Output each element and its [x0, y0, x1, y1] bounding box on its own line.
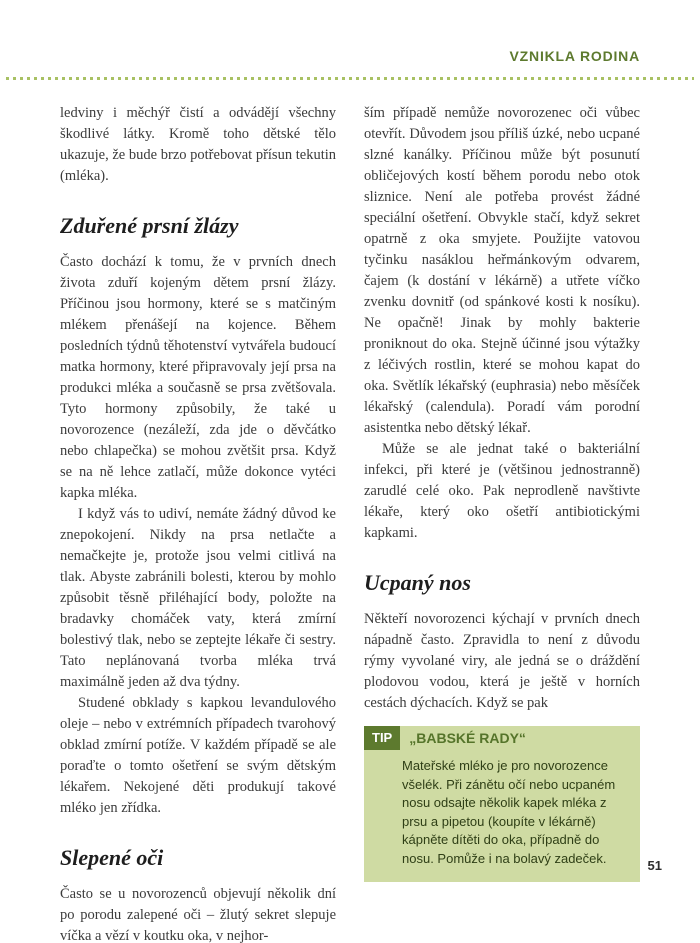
tip-heading: „BABSKÉ RADY“ — [409, 729, 526, 746]
tip-label: TIP — [364, 726, 400, 750]
paragraph: Může se ale jednat také o bakteriální infekci, při které je (většinou jednostranně) zarudlé celé oko. Pak neprodleně navštivte lékaře, který oko ošetří antibiotickými kapkami. — [364, 441, 640, 541]
chapter-title: VZNIKLA RODINA — [509, 48, 640, 64]
running-header — [510, 48, 640, 66]
section-heading-swollen-glands: Zduřené prsní žlázy — [60, 213, 239, 238]
section-heading-blocked-nose: Ucpaný nos — [364, 570, 471, 595]
continued-paragraph: ším případě nemůže novorozenec oči vůbec otevřít. Důvodem jsou příliš úzké, nebo ucpané slzné kanálky. Příčinou může být posunutí obličejových kostí během porodu nebo otok sliznice. Není ale potřeba provést žádné speciální ošetření. Obvykle stačí, když sekret opatrně z oka smyjete. Použijte vatovou tyčinku nasáklou heřmánkovým odvarem, čajem (k dostání v lékárně) a utřete víčko zvenku dovnitř (od spánkové kosti k nosíku). Ne opačně! Jinak by mohly bakterie proniknout do oka. Stejně účinné jsou výtažky z léčivých rostlin, které se mohou kapat do oka. Světlík lékařský (euphrasia) nebo měsíček lékařský (calendula). Poradí vám porodní asistentka nebo dětský lékař. — [364, 105, 640, 436]
paragraph: I když vás to udiví, nemáte žádný důvod ke znepokojení. Nikdy na prsa netlačte a nemačkejte je, protože jsou velmi citlivá na tlak. Abyste zabránili bolesti, kterou by mohlo způsobit těsně přiléhající body, položte na bradavky chomáček vaty, která zmírní bolestivý tlak, nebo se zeptejte lékaře či sestry. Tato neplánovaná tvorba mléka trvá maximálně jeden až dva týdny. — [60, 506, 336, 690]
tip-box-header — [364, 726, 626, 750]
page-number: 51 — [647, 858, 662, 873]
section-heading-sticky-eyes: Slepené oči — [60, 845, 164, 870]
dotted-divider — [6, 77, 694, 80]
continued-paragraph: ledviny i měchýř čistí a odvádějí všechny škodlivé látky. Kromě toho dětské tělo ukazuje, že bude brzo potřebovat přísun tekutin (mléka). — [60, 105, 336, 184]
paragraph: Často se u novorozenců objevují několik dní po porodu zalepené oči – žlutý sekret slepuje víčka a vězí v koutku oka, v nejhor- — [60, 886, 336, 943]
tip-box — [364, 726, 640, 882]
paragraph: Studené obklady s kapkou levandulového oleje – nebo v extrémních případech tvarohový obklad zmírní potíže. V každém případě se ale poraďte o tomto ošetření se svým dětským lékařem. Nekojené děti produkují takové mléko jen zřídka. — [60, 695, 336, 816]
tip-text: Mateřské mléko je pro novorozence všelék. Při zánětu očí nebo ucpaném nosu odsajte několik kapek mléka z prsu a pipetou (koupíte v lékárně) kápněte dítěti do oka, případně do nosu. Pomůže i na bolavý zadeček. — [402, 758, 616, 866]
paragraph: Někteří novorozenci kýchají v prvních dnech nápadně často. Zpravidla to není z důvodu rýmy vyvolané viry, ale jedná se o dráždění plodovou vodou, která je ještě v horních cestách dýchacích. Když se pak — [364, 611, 640, 711]
right-column — [364, 103, 640, 943]
paragraph: Často dochází k tomu, že v prvních dnech života zduří kojeným dětem prsní žlázy. Příčinou jsou hormony, které se s matčiným mlékem přenášejí na kojence. Během posledních týdnů těhotenství vytvářela budoucí matka hormony, které připravovaly její prsa na produkci mléka a současně se prsa zvětšovala. Tyto hormony způsobily, že také u novorozence (nezáleží, zda jde o děvčátko nebo chlapečka) se mohou zvětšit prsa. Když se na ně lehce zatlačí, může dokonce vytéci kapka mléka. — [60, 254, 336, 501]
two-column-text — [60, 103, 640, 943]
left-column — [60, 103, 336, 943]
